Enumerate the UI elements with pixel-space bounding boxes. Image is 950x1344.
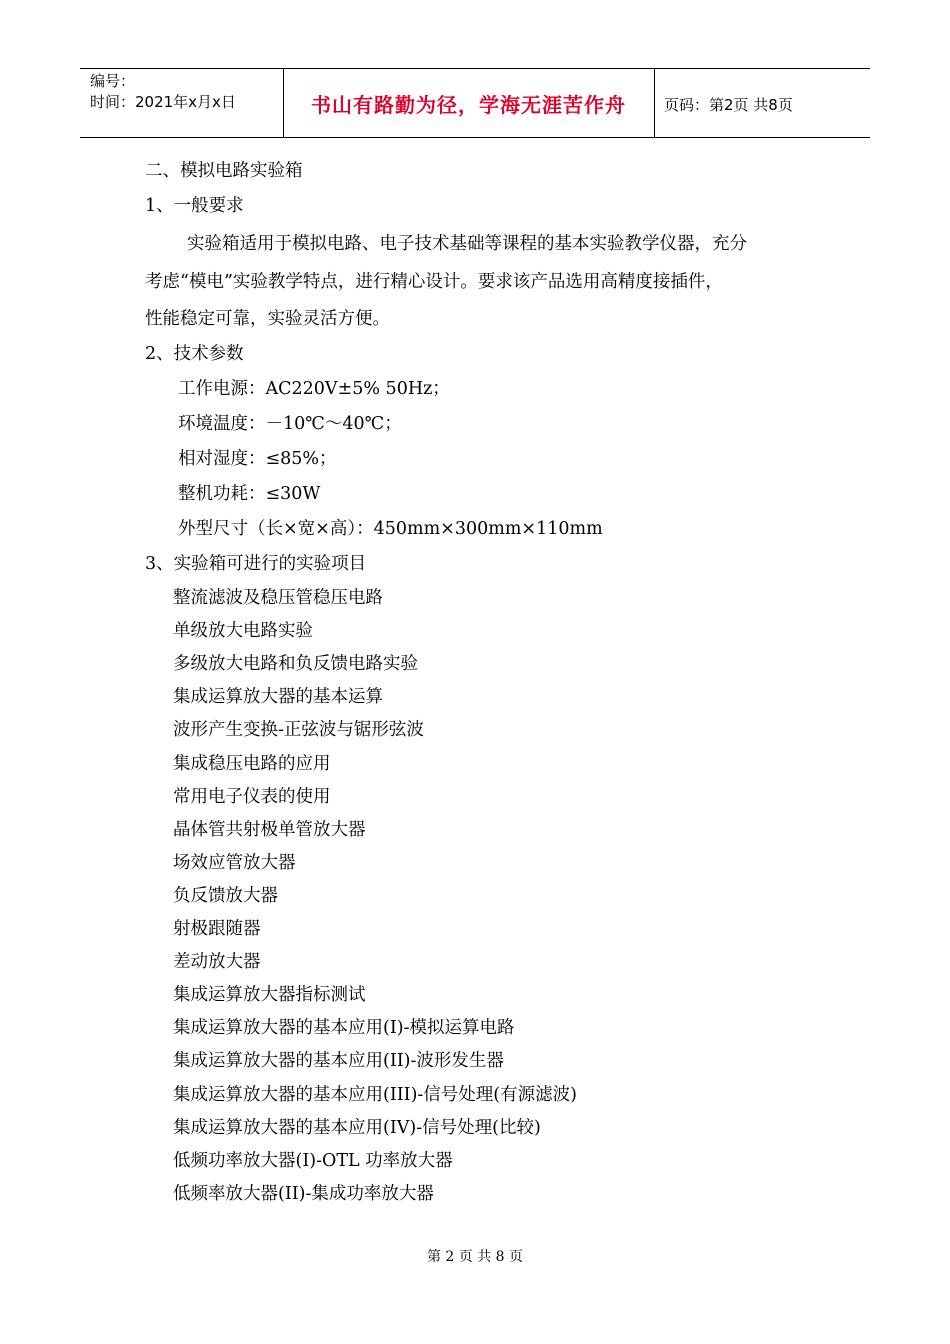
- experiment-item: 射极跟随器: [173, 919, 261, 939]
- experiment-item: 常用电子仪表的使用: [173, 786, 331, 807]
- header-divider: [654, 69, 655, 137]
- spec-item: 工作电源：AC220V±5% 50Hz；: [178, 379, 450, 399]
- experiment-item: 集成运算放大器的基本运算: [173, 687, 383, 708]
- general-paragraph-line: 考虑“模电”实验教学特点，进行精心设计。要求该产品选用高精度接插件，: [145, 272, 723, 292]
- general-paragraph-line: 性能稳定可靠，实验灵活方便。: [145, 309, 390, 329]
- experiment-item: 低频功率放大器(I)-OTL 功率放大器: [173, 1150, 453, 1171]
- header-page-number: 页码：第2页 共8页: [664, 96, 793, 114]
- page-footer: 第 2 页 共 8 页: [426, 1249, 524, 1265]
- general-heading: 1、一般要求: [145, 196, 244, 216]
- experiment-item: 集成运算放大器的基本应用(I)-模拟运算电路: [173, 1018, 515, 1039]
- spec-item: 外型尺寸（长×宽×高）：450mm×300mm×110mm: [178, 519, 603, 539]
- doc-time: 时间：2021年x月x日: [90, 93, 236, 111]
- spec-item: 整机功耗：≤30W: [178, 484, 321, 504]
- doc-number: 编号：: [90, 72, 136, 90]
- experiment-item: 集成运算放大器的基本应用(II)-波形发生器: [173, 1051, 504, 1072]
- general-paragraph-line: 实验箱适用于模拟电路、电子技术基础等课程的基本实验教学仪器，充分: [187, 234, 747, 254]
- experiment-item: 晶体管共射极单管放大器: [173, 819, 366, 840]
- experiment-item: 集成运算放大器的基本应用(IV)-信号处理(比较): [173, 1117, 541, 1138]
- experiment-item: 场效应管放大器: [173, 852, 296, 873]
- header-meta: [90, 71, 236, 113]
- experiment-item: 多级放大电路和负反馈电路实验: [173, 654, 418, 675]
- specs-heading: 2、技术参数: [145, 344, 244, 364]
- experiment-item: 集成运算放大器的基本应用(III)-信号处理(有源滤波): [173, 1084, 577, 1105]
- experiments-heading: 3、实验箱可进行的实验项目: [145, 554, 367, 574]
- experiment-item: 集成运算放大器指标测试: [173, 985, 366, 1006]
- spec-item: 环境温度：－10℃～40℃；: [178, 414, 402, 434]
- page-header: [80, 68, 870, 138]
- section-title: 二、模拟电路实验箱: [145, 161, 303, 181]
- experiment-item: 差动放大器: [173, 952, 261, 973]
- experiment-item: 低频率放大器(II)-集成功率放大器: [173, 1183, 434, 1204]
- spec-item: 相对湿度：≤85%；: [178, 449, 337, 469]
- experiment-item: 整流滤波及稳压管稳压电路: [173, 588, 383, 608]
- experiment-item: 单级放大电路实验: [173, 621, 313, 642]
- header-motto: 书山有路勤为径，学海无涯苦作舟: [311, 93, 626, 117]
- experiment-item: 集成稳压电路的应用: [173, 753, 331, 774]
- experiment-item: 负反馈放大器: [173, 885, 278, 906]
- experiment-item: 波形产生变换-正弦波与锯形弦波: [173, 720, 424, 741]
